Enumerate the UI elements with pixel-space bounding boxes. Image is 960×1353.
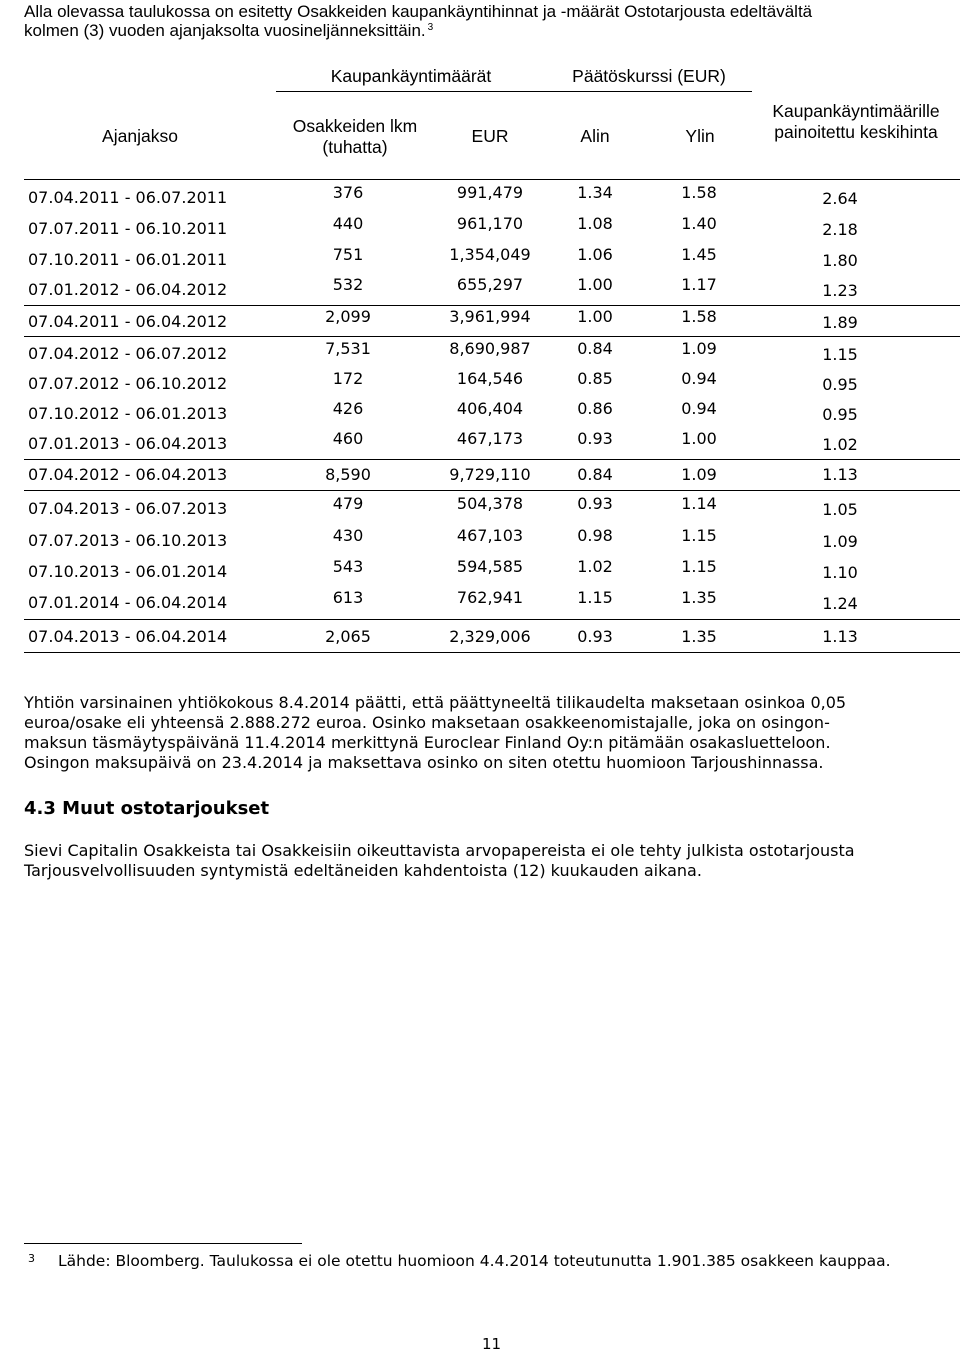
cell-eur: 467,103 <box>456 526 524 545</box>
cell-period: 07.07.2012 - 06.10.2012 <box>28 374 228 393</box>
cell-high: 1.40 <box>681 214 717 233</box>
paragraph-line: euroa/osake eli yhteensä 2.888.272 euroa. Osinko maksetaan osakkeenomistajalle, joka on osingon- <box>24 713 830 732</box>
header-weighted-line-2: painoitettu keskihinta <box>774 122 938 142</box>
table-row <box>0 183 960 208</box>
header-eur: EUR <box>471 126 509 146</box>
row-separator <box>24 459 960 460</box>
cell-shares: 7,531 <box>325 339 371 358</box>
table-row <box>0 245 960 270</box>
table-row <box>0 557 960 582</box>
cell-weighted-average: 1.24 <box>822 594 858 613</box>
cell-weighted-average: 1.13 <box>822 465 858 484</box>
paragraph-line: Yhtiön varsinainen yhtiökokous 8.4.2014 päätti, että päättyneeltä tilikaudelta maksetaan osinkoa 0,05 <box>24 693 847 712</box>
intro-line-2-text: kolmen (3) vuoden ajanjaksolta vuosineljänneksittäin. <box>24 21 426 40</box>
header-shares-line-2: (tuhatta) <box>322 137 388 157</box>
cell-high: 1.00 <box>681 429 717 448</box>
table-row <box>0 339 960 364</box>
cell-shares: 440 <box>332 214 364 233</box>
table-row <box>0 588 960 613</box>
cell-shares: 613 <box>332 588 364 607</box>
cell-low: 0.84 <box>577 339 613 358</box>
header-trading-volumes: Kaupankäyntimäärät <box>330 66 492 86</box>
paragraph-line: Sievi Capitalin Osakkeista tai Osakkeisiin oikeuttavista arvopapereista ei ole tehty julkista ostotarjousta <box>24 841 855 860</box>
cell-low: 0.93 <box>577 494 613 513</box>
cell-weighted-average: 1.10 <box>822 563 858 582</box>
header-shares <box>270 116 440 158</box>
header-period: Ajanjakso <box>102 126 178 146</box>
cell-period: 07.04.2012 - 06.04.2013 <box>28 465 228 484</box>
header-weighted-average <box>745 101 960 143</box>
row-separator <box>24 490 960 491</box>
cell-eur: 594,585 <box>456 557 524 576</box>
cell-shares: 8,590 <box>325 465 371 484</box>
cell-low: 0.84 <box>577 465 613 484</box>
cell-weighted-average: 1.09 <box>822 532 858 551</box>
cell-weighted-average: 2.18 <box>822 220 858 239</box>
cell-eur: 655,297 <box>456 275 524 294</box>
footnote-separator <box>24 1243 302 1244</box>
intro-line-1: Alla olevassa taulukossa on esitetty Osakkeiden kaupankäyntihinnat ja -määrät Ostotarjousta edeltävältä <box>24 2 813 21</box>
cell-low: 0.86 <box>577 399 613 418</box>
cell-weighted-average: 1.89 <box>822 313 858 332</box>
cell-period: 07.10.2011 - 06.01.2011 <box>28 250 228 269</box>
paragraph-line: Tarjousvelvollisuuden syntymistä edeltäneiden kahdentoista (12) kuukauden aikana. <box>24 861 702 880</box>
cell-period: 07.10.2013 - 06.01.2014 <box>28 562 228 581</box>
paragraph-line: Osingon maksupäivä on 23.4.2014 ja maksettava osinko on siten otettu huomioon Tarjoushinnassa. <box>24 753 824 772</box>
page-number: 11 <box>482 1335 502 1353</box>
cell-weighted-average: 1.05 <box>822 500 858 519</box>
cell-eur: 991,479 <box>456 183 524 202</box>
header-bottom-rule <box>24 179 960 180</box>
cell-shares: 751 <box>332 245 364 264</box>
cell-eur: 467,173 <box>456 429 524 448</box>
cell-eur: 3,961,994 <box>449 307 531 326</box>
cell-shares: 2,099 <box>325 307 371 326</box>
cell-eur: 2,329,006 <box>449 627 531 646</box>
cell-weighted-average: 1.80 <box>822 251 858 270</box>
cell-eur: 9,729,110 <box>449 465 531 484</box>
table-row-annual-total <box>0 624 960 646</box>
cell-weighted-average: 1.02 <box>822 435 858 454</box>
intro-text <box>24 2 954 40</box>
cell-period: 07.04.2013 - 06.04.2014 <box>28 627 228 646</box>
header-low: Alin <box>580 126 610 146</box>
cell-high: 1.09 <box>681 339 717 358</box>
cell-low: 0.98 <box>577 526 613 545</box>
table-row <box>0 214 960 239</box>
cell-low: 0.93 <box>577 627 613 646</box>
table-row <box>0 494 960 519</box>
cell-shares: 426 <box>332 399 364 418</box>
cell-eur: 164,546 <box>456 369 524 388</box>
table-row-annual-total <box>0 307 960 332</box>
cell-shares: 460 <box>332 429 364 448</box>
cell-low: 1.08 <box>577 214 613 233</box>
table-row <box>0 526 960 551</box>
cell-eur: 1,354,049 <box>449 245 531 264</box>
cell-low: 1.00 <box>577 307 613 326</box>
cell-low: 1.15 <box>577 588 613 607</box>
cell-high: 1.35 <box>681 588 717 607</box>
cell-high: 1.35 <box>681 627 717 646</box>
table-row <box>0 369 960 394</box>
cell-eur: 504,378 <box>456 494 524 513</box>
cell-period: 07.10.2012 - 06.01.2013 <box>28 404 228 423</box>
dividend-paragraph <box>24 693 958 773</box>
paragraph-line: maksun täsmäytyspäivänä 11.4.2014 merkittynä Euroclear Finland Oy:n pitämään osakasluetteloon. <box>24 733 831 752</box>
cell-period: 07.04.2011 - 06.04.2012 <box>28 312 228 331</box>
table-row <box>0 275 960 300</box>
cell-high: 1.15 <box>681 557 717 576</box>
cell-eur: 8,690,987 <box>449 339 531 358</box>
cell-low: 1.34 <box>577 183 613 202</box>
cell-eur: 961,170 <box>456 214 524 233</box>
section-heading: 4.3 Muut ostotarjoukset <box>24 798 270 819</box>
row-separator <box>24 336 960 337</box>
cell-weighted-average: 0.95 <box>822 375 858 394</box>
cell-shares: 532 <box>332 275 364 294</box>
cell-eur: 406,404 <box>456 399 524 418</box>
cell-period: 07.01.2013 - 06.04.2013 <box>28 434 228 453</box>
cell-shares: 543 <box>332 557 364 576</box>
table-row-annual-total <box>0 462 960 484</box>
header-closing-price: Päätöskurssi (EUR) <box>572 66 726 86</box>
cell-period: 07.04.2013 - 06.07.2013 <box>28 499 228 518</box>
header-shares-line-1: Osakkeiden lkm <box>292 116 418 136</box>
cell-eur: 762,941 <box>456 588 524 607</box>
footnote-reference[interactable]: 3 <box>427 22 434 33</box>
cell-low: 0.85 <box>577 369 613 388</box>
cell-shares: 430 <box>332 526 364 545</box>
cell-shares: 2,065 <box>325 627 371 646</box>
header-high: Ylin <box>685 126 715 146</box>
cell-period: 07.07.2013 - 06.10.2013 <box>28 531 228 550</box>
cell-high: 1.45 <box>681 245 717 264</box>
header-weighted-line-1: Kaupankäyntimäärille <box>772 101 940 121</box>
cell-weighted-average: 1.13 <box>822 627 858 646</box>
cell-low: 0.93 <box>577 429 613 448</box>
cell-weighted-average: 1.15 <box>822 345 858 364</box>
cell-shares: 172 <box>332 369 364 388</box>
cell-low: 1.06 <box>577 245 613 264</box>
cell-period: 07.07.2011 - 06.10.2011 <box>28 219 228 238</box>
cell-high: 1.14 <box>681 494 717 513</box>
footnote-number: 3 <box>28 1252 35 1265</box>
table-row <box>0 399 960 424</box>
cell-high: 1.15 <box>681 526 717 545</box>
cell-period: 07.04.2012 - 06.07.2012 <box>28 344 228 363</box>
cell-weighted-average: 0.95 <box>822 405 858 424</box>
cell-weighted-average: 2.64 <box>822 189 858 208</box>
cell-high: 0.94 <box>681 369 717 388</box>
cell-shares: 376 <box>332 183 364 202</box>
table-row <box>0 429 960 454</box>
row-separator <box>24 619 960 620</box>
group-header-rule <box>276 91 752 92</box>
section-paragraph <box>24 841 958 881</box>
cell-weighted-average: 1.23 <box>822 281 858 300</box>
cell-high: 1.58 <box>681 183 717 202</box>
cell-period: 07.04.2011 - 06.07.2011 <box>28 188 228 207</box>
table-bottom-rule <box>24 652 960 653</box>
cell-low: 1.02 <box>577 557 613 576</box>
cell-low: 1.00 <box>577 275 613 294</box>
cell-shares: 479 <box>332 494 364 513</box>
cell-high: 1.58 <box>681 307 717 326</box>
intro-line-2 <box>24 21 954 40</box>
cell-period: 07.01.2014 - 06.04.2014 <box>28 593 228 612</box>
cell-high: 1.17 <box>681 275 717 294</box>
cell-high: 1.09 <box>681 465 717 484</box>
footnote-text: Lähde: Bloomberg. Taulukossa ei ole otettu huomioon 4.4.2014 toteutunutta 1.901.385 osakkeen kauppaa. <box>58 1252 891 1270</box>
row-separator <box>24 305 960 306</box>
cell-period: 07.01.2012 - 06.04.2012 <box>28 280 228 299</box>
cell-high: 0.94 <box>681 399 717 418</box>
